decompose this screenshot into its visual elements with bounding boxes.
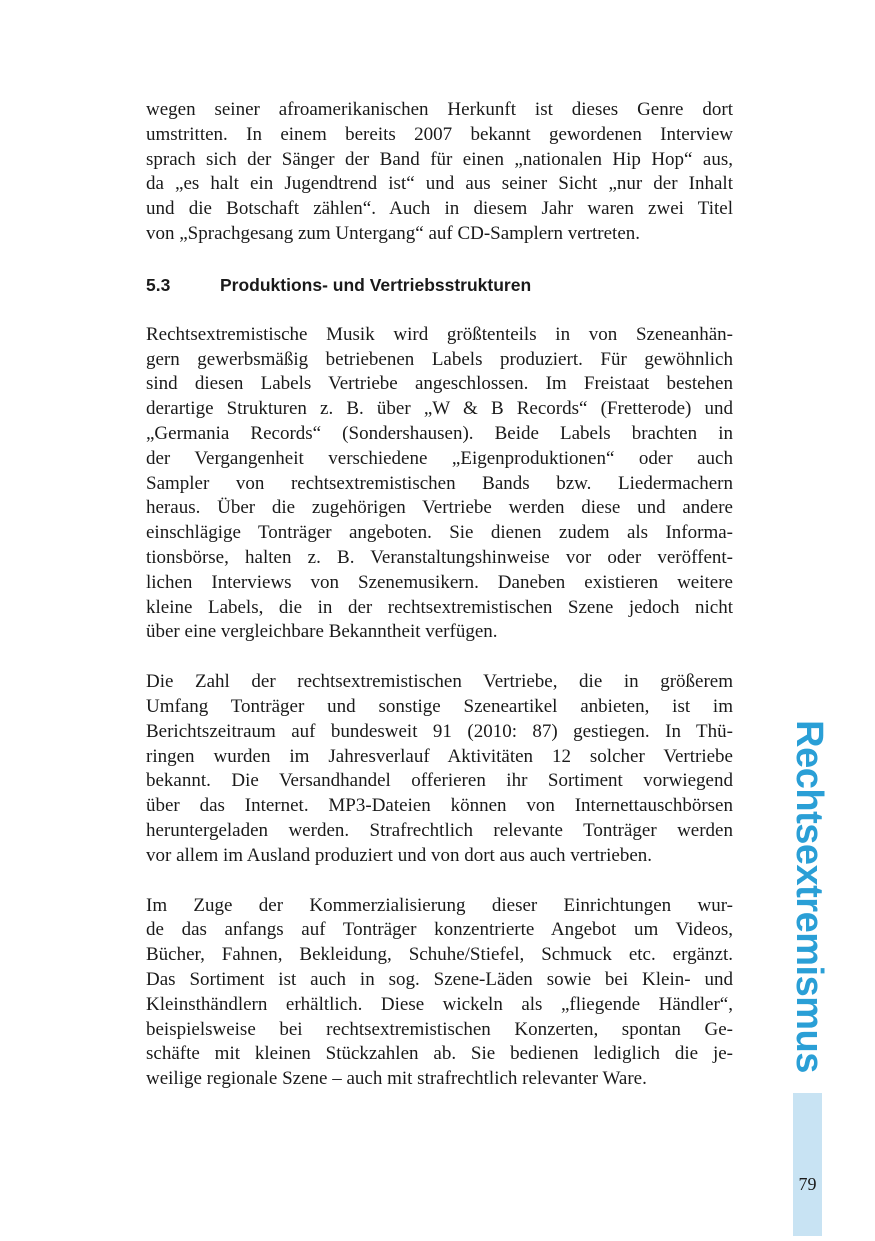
page-tab <box>793 1093 822 1236</box>
page-number: 79 <box>798 1174 817 1194</box>
text-line: derartige Strukturen z. B. über „W & B Records“ (Fretterode) und <box>146 398 733 420</box>
text-line: heraus. Über die zugehörigen Vertriebe werden diese und andere <box>146 497 733 519</box>
text-line: wegen seiner afroamerikanischen Herkunft ist dieses Genre dort <box>146 99 733 120</box>
text-line: ringen wurden im Jahresverlauf Aktivitäten 12 solcher Vertriebe <box>146 745 733 767</box>
chapter-side-label-text: Rechtsextremismus <box>787 719 830 1073</box>
text-line: über das Internet. MP3-Dateien können von Internettauschbörsen <box>146 795 733 817</box>
paragraph-1 <box>146 98 733 247</box>
text-line: über eine vergleichbare Bekanntheit verfügen. <box>146 621 498 643</box>
text-line: sprach sich der Sänger der Band für einen „nationalen Hip Hop“ aus, <box>146 148 733 170</box>
text-line: Umfang Tonträger und sonstige Szeneartikel anbieten, ist im <box>146 695 733 717</box>
text-line: Die Zahl der rechtsextremistischen Vertriebe, die in größerem <box>146 671 733 693</box>
paragraph-2 <box>146 323 733 645</box>
text-line: Rechtsextremistische Musik wird größtenteils in von Szeneanhän- <box>146 323 733 345</box>
text-line: umstritten. In einem bereits 2007 bekannt gewordenen Interview <box>146 123 733 145</box>
text-line: weilige regionale Szene – auch mit strafrechtlich relevanter Ware. <box>146 1068 647 1090</box>
text-line: Im Zuge der Kommerzialisierung dieser Einrichtungen wur- <box>146 894 733 916</box>
text-line: kleine Labels, die in der rechtsextremistischen Szene jedoch nicht <box>146 596 733 618</box>
chapter-side-label <box>787 719 830 1073</box>
text-line: heruntergeladen werden. Strafrechtlich relevante Tonträger werden <box>146 819 733 841</box>
section-heading <box>146 273 733 297</box>
text-line: lichen Interviews von Szenemusikern. Daneben existieren weitere <box>146 571 733 593</box>
text-line: Sampler von rechtsextremistischen Bands bzw. Liedermachern <box>146 472 733 494</box>
text-line: beispielsweise bei rechtsextremistischen Konzerten, spontan Ge- <box>146 1018 733 1040</box>
text-line: „Germania Records“ (Sondershausen). Beide Labels brachten in <box>146 422 733 444</box>
text-line: vor allem im Ausland produziert und von dort aus auch vertrieben. <box>146 844 653 866</box>
section-title: Produktions- und Vertriebsstrukturen <box>220 274 532 295</box>
text-line: da „es halt ein Jugendtrend ist“ und aus seiner Sicht „nur der Inhalt <box>146 173 733 195</box>
text-line: der Vergangenheit verschiedene „Eigenproduktionen“ oder auch <box>146 447 733 469</box>
text-line: Bücher, Fahnen, Bekleidung, Schuhe/Stiefel, Schmuck etc. ergänzt. <box>146 944 733 966</box>
text-line: tionsbörse, halten z. B. Veranstaltungshinweise vor oder veröffent- <box>146 546 733 568</box>
section-number: 5.3 <box>146 274 171 295</box>
main-text-column <box>146 98 733 1092</box>
text-line: gern gewerbsmäßig betriebenen Labels produziert. Für gewöhnlich <box>146 348 733 370</box>
text-line: de das anfangs auf Tonträger konzentrierte Angebot um Videos, <box>146 919 733 941</box>
text-line: Berichtszeitraum auf bundesweit 91 (2010: 87) gestiegen. In Thü- <box>146 720 733 742</box>
text-line: und die Botschaft zählen“. Auch in diesem Jahr waren zwei Titel <box>146 198 733 220</box>
text-line: von „Sprachgesang zum Untergang“ auf CD-Samplern vertreten. <box>146 222 641 244</box>
text-line: bekannt. Die Versandhandel offerieren ihr Sortiment vorwiegend <box>146 770 733 792</box>
text-line: Das Sortiment ist auch in sog. Szene-Läden sowie bei Klein- und <box>146 968 733 990</box>
text-line: schäfte mit kleinen Stückzahlen ab. Sie bedienen lediglich die je- <box>146 1043 733 1065</box>
text-line: sind diesen Labels Vertriebe angeschlossen. Im Freistaat bestehen <box>146 373 733 395</box>
text-line: einschlägige Tonträger angeboten. Sie dienen zudem als Informa- <box>146 522 733 544</box>
text-line: Kleinsthändlern erhältlich. Diese wickeln als „fliegende Händler“, <box>146 993 733 1015</box>
paragraph-3 <box>146 670 733 868</box>
paragraph-4 <box>146 894 733 1092</box>
